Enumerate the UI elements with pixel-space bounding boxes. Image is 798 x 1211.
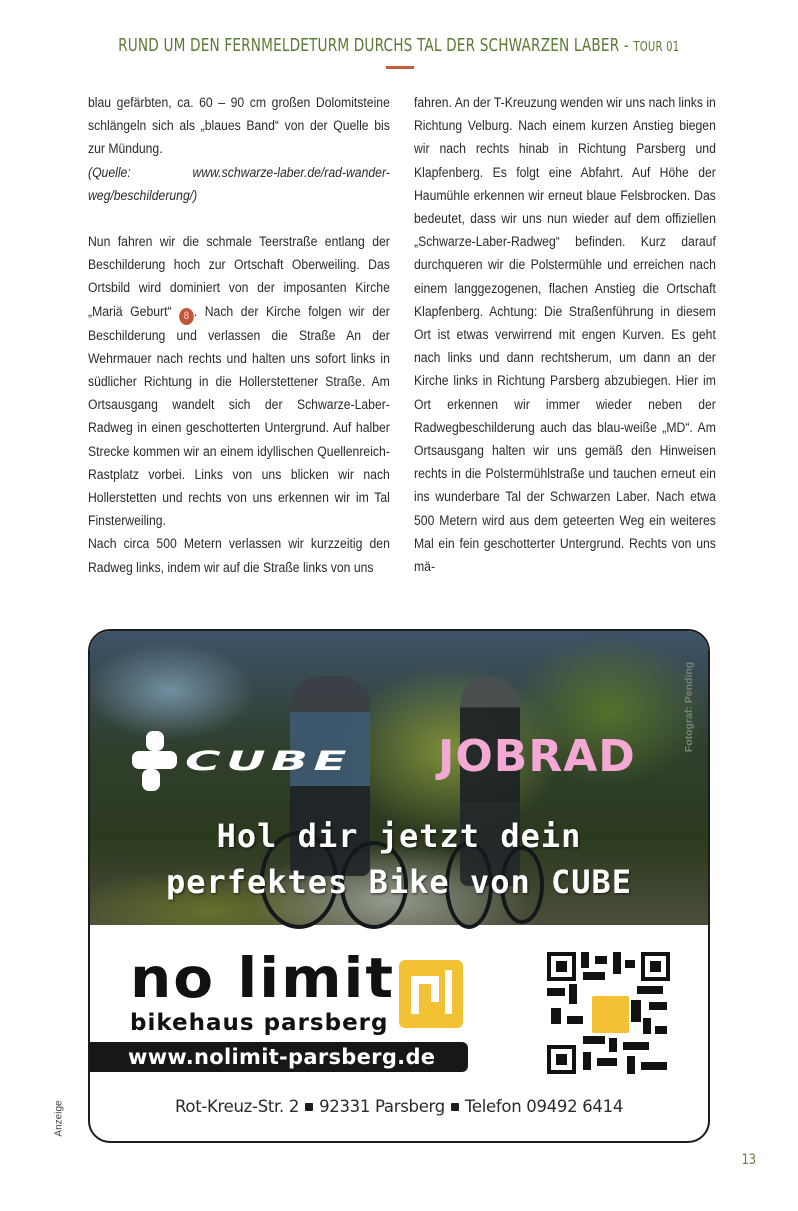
advertisement — [88, 629, 710, 1143]
paragraph-text: . Nach der Kirche folgen wir der Beschilderung und verlassen die Straße An der Wehrmauer nach rechts und halten uns sofort links in südlicher Richtung in die Hollerstettener Straße. Am Ortsausgang wandelt sich der Schwarze-Laber-Radweg in einen geschotterten Untergrund. Auf halber Strecke kommen wir an einem idyllischen Quellenreich-Rastplatz vorbei. Links von uns blicken wir nach Hollerstetten und rechts von uns erkennen wir im Tal Finsterweiling. — [88, 303, 390, 530]
shop-subtitle: bikehaus parsberg — [130, 1010, 389, 1036]
nl-logo-icon — [399, 960, 463, 1028]
cyclists-photo — [90, 631, 708, 925]
paragraph: blau gefärbten, ca. 60 – 90 cm großen Dolomitsteine schlängeln sich als „blaues Band“ von der Quelle bis zur Mündung. — [88, 95, 390, 158]
advertisement-label-text: Anzeige — [53, 1100, 65, 1137]
paragraph-text: Nun fahren wir die schmale Teerstraße entlang der Beschilderung hoch zur Ortschaft Oberweiling. Das Ortsbild wird dominiert von der imposanten Kirche „Mariä Geburt“ — [88, 234, 390, 320]
qr-code-icon[interactable] — [547, 952, 670, 1074]
shop-branding — [90, 925, 708, 1143]
cube-mark-icon — [132, 731, 177, 791]
source-citation: (Quelle: www.schwarze-laber.de/rad-wander-weg/beschilderung/) — [88, 164, 390, 204]
article-column-left — [88, 92, 390, 580]
shop-address — [90, 1097, 708, 1116]
address-street: Rot-Kreuz-Str. 2 — [174, 1097, 300, 1116]
running-header — [0, 36, 798, 56]
header-accent-rule — [386, 66, 414, 69]
cube-wordmark: CUBE — [185, 745, 352, 777]
header-tour-label: TOUR 01 — [633, 40, 680, 55]
photo-credit-text: Fotograf: Pending — [683, 661, 695, 753]
photo-credit — [679, 651, 695, 771]
paragraph — [88, 231, 390, 533]
jobrad-logo: JOBRAD — [438, 731, 636, 782]
address-city: 92331 Parsberg — [319, 1097, 445, 1116]
header-separator: - — [619, 36, 634, 56]
bullet-square-icon — [305, 1103, 313, 1111]
ad-slogan-line-1: Hol dir jetzt dein — [216, 817, 582, 855]
cube-logo — [132, 731, 352, 791]
shop-name: no limit — [130, 945, 396, 1011]
website-text[interactable]: www.nolimit-parsberg.de — [128, 1045, 436, 1069]
bullet-square-icon — [451, 1103, 459, 1111]
paragraph-spacer — [88, 208, 390, 231]
header-title — [118, 36, 679, 56]
article-column-right — [414, 92, 716, 579]
qr-nl-badge — [590, 994, 631, 1035]
header-title-text: RUND UM DEN FERNMELDETURM DURCHS TAL DER SCHWARZEN LABER — [118, 36, 620, 56]
map-marker-badge: 8 — [179, 308, 194, 325]
address-phone: Telefon 09492 6414 — [464, 1097, 624, 1116]
page-number: 13 — [741, 1152, 757, 1168]
website-link[interactable] — [90, 1042, 468, 1072]
ad-slogan-line-2: perfektes Bike von CUBE — [165, 863, 633, 901]
advertisement-label — [53, 1096, 77, 1146]
paragraph: fahren. An der T-Kreuzung wenden wir uns nach links in Richtung Velburg. Nach einem kurzen Anstieg biegen wir nach rechts hinab in Richtung Parsberg und Klapfenberg. Es folgt eine Abfahrt. Auf Höhe der Haumühle erkennen wir erneut blaue Felsbrocken. Das bedeutet, dass wir uns nun wieder auf dem offiziellen „Schwarze-Laber-Radweg“ befinden. Kurz darauf durchqueren wir die Polstermühle und erreichen nach einem langgezogenen, flachen Anstieg die Ortschaft Klapfenberg. Achtung: Die Straßenführung in diesem Ort ist etwas verwirrend mit engen Kurven. Es geht nach links und dann rechtsherum, um dann an der Kirche links in Richtung Parsberg abzubiegen. Hier im Ort erkennen wir immer wieder neben der Radwegbeschilderung auch das blau-weiße „MD“. Am Ortsausgang halten wir uns gemäß den Hinweisen rechts in die Polstermühlstraße und tauchen erneut ein ins wunderbare Tal der Schwarzen Laber. Nach etwa 500 Metern wird aus dem geteerten Weg ein weiteres Mal ein fein geschotterter Untergrund. Rechts von uns mä- — [414, 95, 716, 576]
paragraph: Nach circa 500 Metern verlassen wir kurzzeitig den Radweg links, indem wir auf die Straße links von uns — [88, 536, 390, 576]
